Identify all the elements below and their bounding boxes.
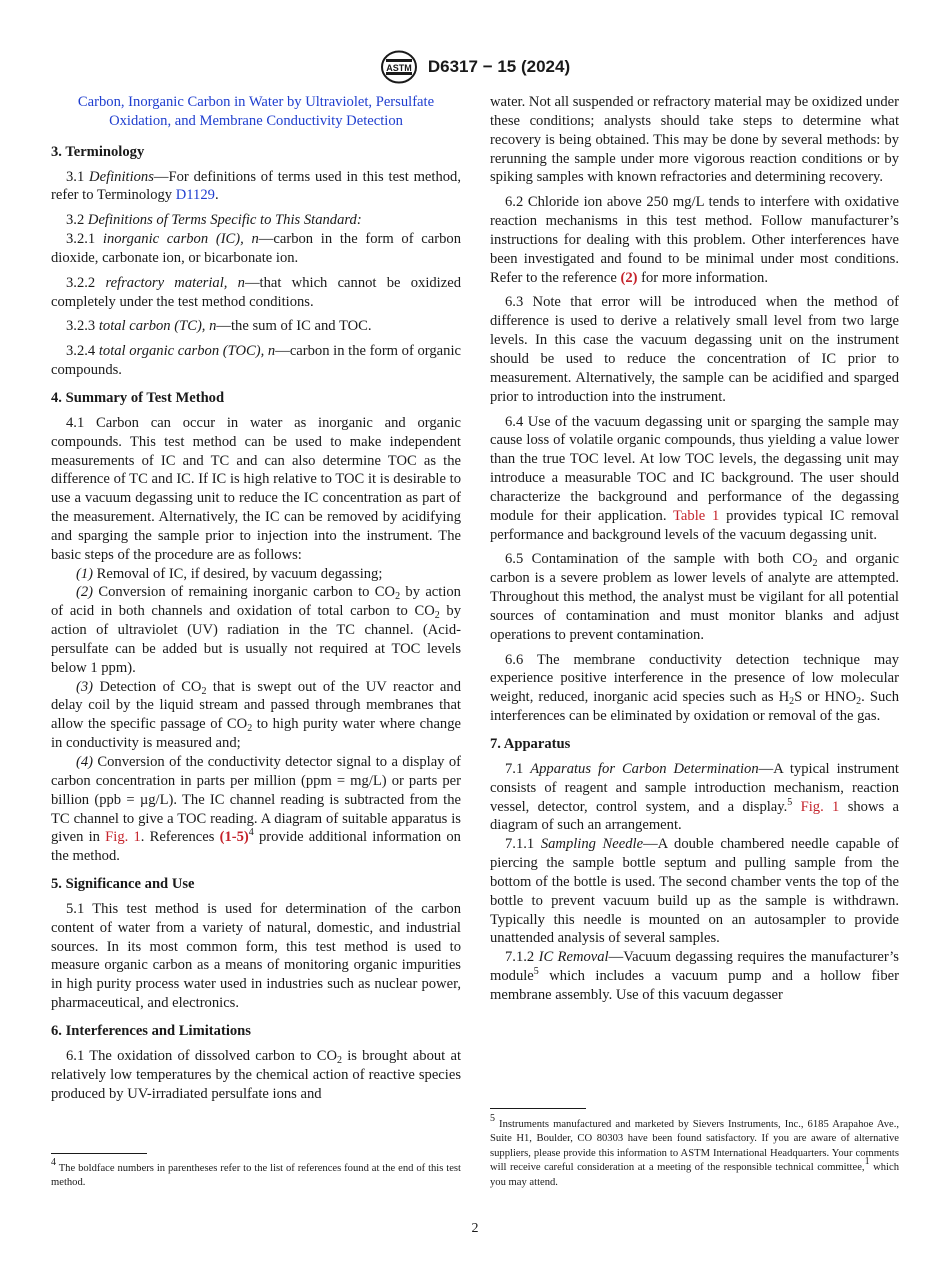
paragraph-6-3: 6.3 Note that error will be introduced when the method of difference is used to derive a relatively small level from two large levels. In this case the vacuum degassing unit on the instrument should be used to reduce the concentration of IC prior to measurement. Alternatively, the sample can be acidified and sparged prior to introduction into the instrument.	[490, 294, 899, 405]
step-3: (3) Detection of $CO_2$ that is swept out of the UV reactor and delay coil by the liquid stream and passed through membranes that allow the specific passage of $CO_2$ to high purity water where change in conductivity is measured and;	[51, 678, 462, 752]
paragraph-4-1: 4.1 Carbon can occur in water as inorganic and organic compounds. This test method can be used to make independent measurements of IC and TC and can also determine TOC as the difference of TC and IC. If IC is high relative to TOC it is desirable to use a vacuum degassing unit to reduce the IC concentration as part of the measurement. Alternatively, the IC can be removed by acidifying and sparging the sample prior to injection into the instrument. The basic steps of the procedure are as follows:	[51, 414, 461, 563]
paragraph-7-1-2: 7.1.2 IC Removal—Vacuum degassing requires the manufacturer’s module$^5$ which includes a vacuum pump and a hollow fiber membrane assembly. Use of this vacuum degasser	[490, 949, 899, 1003]
footnote-rule-right	[490, 1108, 586, 1109]
references-1-5-link[interactable]: (1-5)	[219, 829, 249, 846]
paragraph-3-2-2: 3.2.2 refractory material, n—that which cannot be oxidized completely under the test method conditions.	[51, 274, 461, 310]
step-2: (2) Conversion of remaining inorganic carbon to $CO_2$ by action of acid in both channels and oxidation of total carbon to $CO_2$ by action of ultraviolet (UV) radiation in the TC channel. (Acid-persulfate can be added but is usually not required at TOC levels below 1 ppm).	[51, 584, 461, 676]
page-header	[0, 50, 950, 84]
paragraph-6-5: 6.5 Contamination of the sample with both $CO_2$ and organic carbon is a severe problem as lower levels of analyte are attempted. Throughout this method, the analyst must be vigilant for all potential sources of contamination and must monitor blanks and adjust operations to prevent contamination.	[490, 551, 899, 643]
reference-2-link[interactable]: (2)	[620, 269, 638, 286]
paragraph-7-1-1: 7.1.1 Sampling Needle—A double chambered needle capable of piercing the sample bottle septum and pulling sample from the bottom of the bottle is used. The second chamber vents the top of the bottle to prevent vacuum build up as the sample is withdrawn. Typically this needle is mounted on an autosampler to provide unattended analysis of several samples.	[490, 836, 899, 947]
page-number: 2	[471, 1221, 479, 1236]
section-6-heading: 6. Interferences and Limitations	[51, 1022, 251, 1039]
section-5-heading: 5. Significance and Use	[51, 876, 195, 893]
paragraph-6-1: 6.1 The oxidation of dissolved carbon to $CO_2$ is brought about at relatively low temperatures by the chemical action of reactive species produced by UV-irradiated persulfate ions and	[51, 1047, 461, 1102]
step-1: (1) Removal of IC, if desired, by vacuum degassing;	[76, 565, 383, 582]
document-id: D6317 − 15 (2024)	[427, 57, 571, 76]
paragraph-3-2-1: 3.2.1 inorganic carbon (IC), n—carbon in the form of carbon dioxide, carbonate ion, or bicarbonate ion.	[51, 231, 461, 266]
section-7-heading: 7. Apparatus	[490, 736, 571, 752]
footnote-5: $^5$ Instruments manufactured and marketed by Sievers Instruments, Inc., 6185 Arapahoe Ave., Suite H1, Boulder, CO 80303 have been found satisfactory. If you are aware of alternative suppliers, please provide this information to ASTM International Headquarters. Your comments will receive careful consideration at a meeting of the responsible technical committee,$^1$ which you may attend.	[490, 1113, 899, 1188]
paragraph-3-2-4: 3.2.4 total organic carbon (TOC), n—carbon in the form of organic compounds.	[51, 343, 461, 379]
paragraph-5-1: 5.1 This test method is used for determination of the carbon content of water from a variety of natural, domestic, and industrial sources. In its most common form, this test method is used to measure organic carbon as a means of monitoring organic impurities in high purity process water used in industries such as nuclear power, pharmaceutical, and electronics.	[51, 900, 461, 1012]
paragraph-6-6: 6.6 The membrane conductivity detection technique may experience positive interference in the presence of low molecular weight, reduced, inorganic acid species such as $H_2S$ or $HNO_2$. Such interferences can be eliminated by oxidation or removal of the gas.	[490, 651, 900, 725]
paragraph-3-2: 3.2 Definitions of Terms Specific to This Standard:	[66, 212, 362, 229]
title-continuation[interactable]: Carbon, Inorganic Carbon in Water by Ultraviolet, Persulfate Oxidation, and Membrane Conductivity Detection	[77, 94, 435, 129]
paragraph-6-1-continued: water. Not all suspended or refractory material may be oxidized under these conditions; analysts should take steps to determine what recovery is being obtained. This may be done by several methods: by rerunning the sample under more vigorous reaction conditions or by spiking samples with known refractories and determining recovery.	[490, 94, 899, 186]
step-4: (4) Conversion of the conductivity detector signal to a display of carbon concentration in parts per million (ppm = mg/L) or parts per billion (ppb = µg/L). The IC channel reading is subtracted from the TC channel to give a TOC reading. A diagram of suitable apparatus is given in Fig. 1. References $(1-5)^4$ provide additional information on the method.	[51, 754, 461, 865]
section-3-heading: 3. Terminology	[51, 143, 145, 160]
paragraph-6-2: 6.2 Chloride ion above 250 mg/L tends to interfere with oxidative reaction mechanisms in this test method. Follow manufacturer’s instructions for dealing with this problem. Other interferences have been investigated and found to be minimal under most conditions. Refer to the reference (2) for more information.	[490, 194, 899, 286]
paragraph-3-2-3: 3.2.3 total carbon (TC), n—the sum of IC and TOC.	[66, 318, 372, 335]
svg-text:ASTM: ASTM	[386, 63, 412, 73]
right-column	[490, 93, 899, 1011]
paragraph-7-1: 7.1 Apparatus for Carbon Determination—A typical instrument consists of reagent and sample introduction mechanism, reaction vessel, detector, control system, and a display.$^5$ Fig. 1 shows a diagram of such an arrangement.	[490, 760, 899, 834]
footnote-4: $^4$ The boldface numbers in parentheses refer to the list of references found at the end of this test method.	[51, 1157, 461, 1189]
fig-1-link[interactable]: Fig. 1	[105, 829, 141, 846]
table-1-link[interactable]: Table 1	[673, 507, 720, 524]
left-column	[51, 93, 461, 1109]
d1129-link[interactable]: D1129	[175, 187, 215, 204]
section-4-heading: 4. Summary of Test Method	[51, 389, 225, 406]
paragraph-3-1: 3.1 Definitions—For definitions of terms used in this test method, refer to Terminology D1129.	[51, 168, 461, 204]
footnote-rule-left	[51, 1153, 147, 1154]
astm-logo-icon	[380, 50, 418, 84]
paragraph-6-4: 6.4 Use of the vacuum degassing unit or sparging the sample may cause loss of volatile organic compounds, thus yielding a value lower than the true TOC level. At low TOC levels, the degassing unit may introduce a measurable TOC and IC background. The user should characterize the background and performance of the degassing module for their application. Table 1 provides typical IC removal performance and background levels of the vacuum degassing unit.	[490, 413, 899, 543]
fig-1-link-2[interactable]: Fig. 1	[800, 798, 840, 815]
